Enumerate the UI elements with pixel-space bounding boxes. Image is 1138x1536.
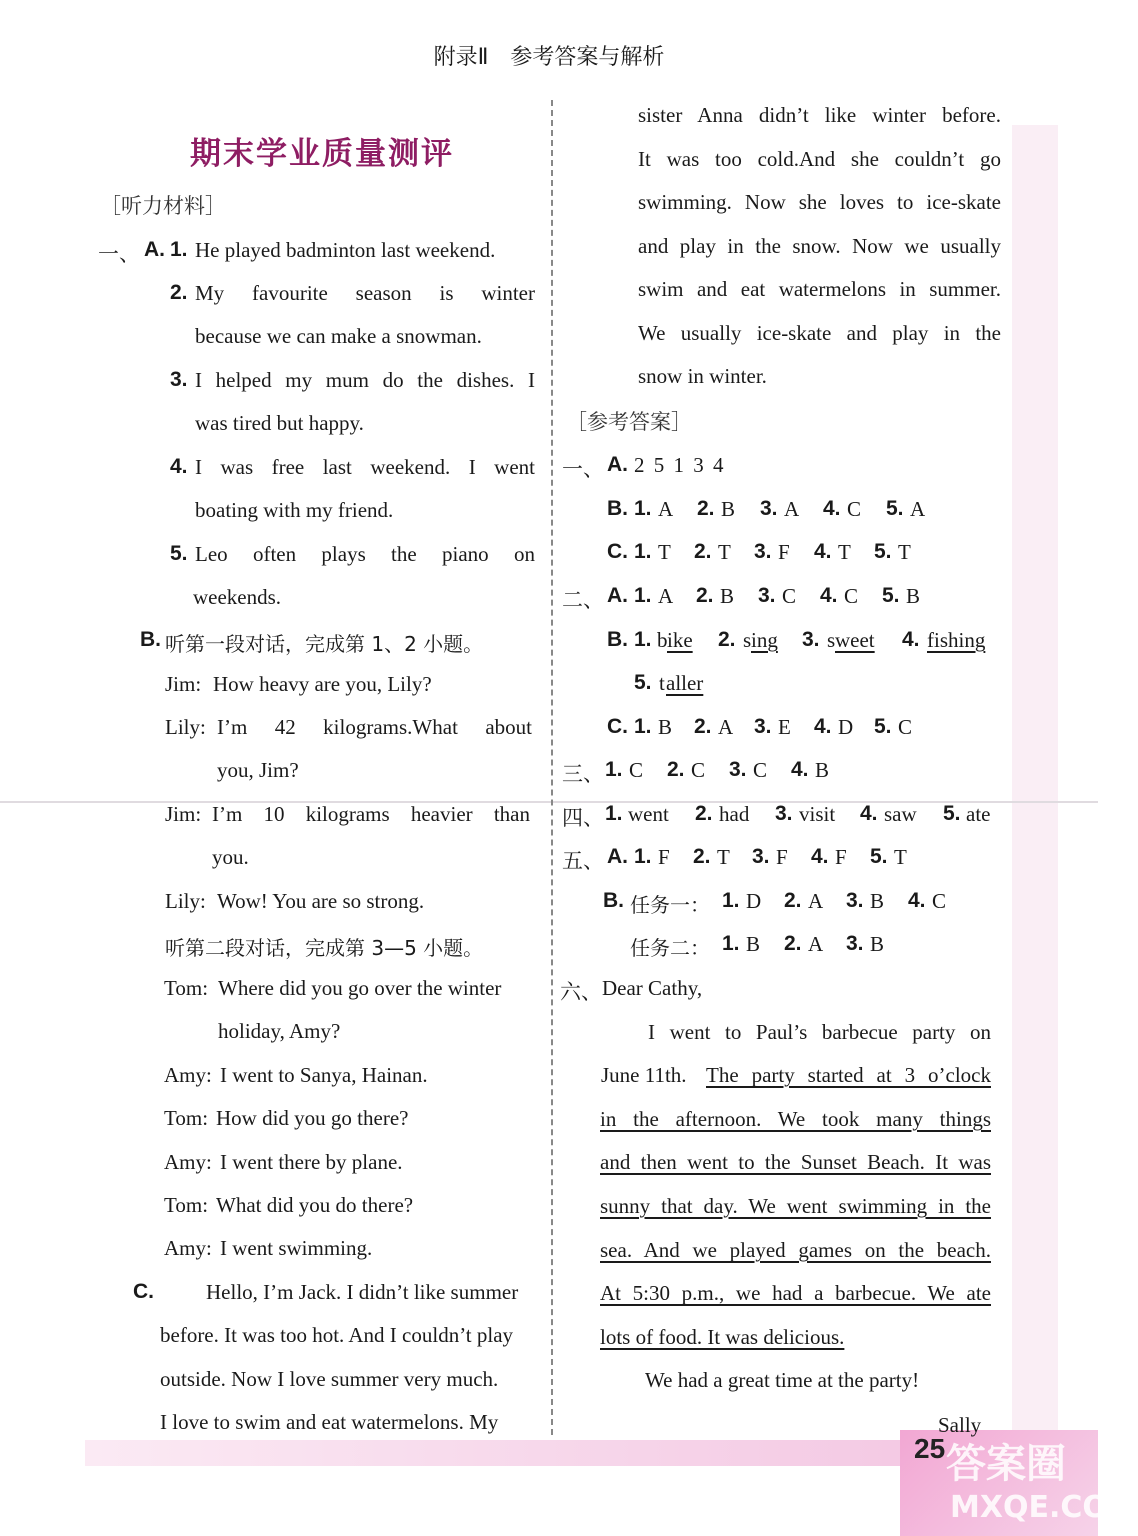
task-label: 任务一： <box>630 893 710 917</box>
speaker: Tom: <box>164 1193 209 1217</box>
answer-number: 1. <box>634 715 652 738</box>
answer-fill: ing <box>751 628 778 652</box>
speaker: Jim: <box>165 802 202 826</box>
part-label: A. <box>607 845 628 868</box>
part-b-label: B. <box>140 628 161 651</box>
answer-value: C <box>782 584 797 608</box>
answer-number: 5. <box>870 845 888 868</box>
part-label: A. <box>607 584 628 607</box>
answer-value: F <box>835 845 847 869</box>
letter-line-underlined: and then went to the Sunset Beach. It was <box>600 1150 991 1174</box>
answer-value: F <box>658 845 670 869</box>
answer-value: saw <box>884 802 917 826</box>
letter-greeting: Dear Cathy, <box>602 976 703 1000</box>
speaker: Tom: <box>164 976 209 1000</box>
part-label: B. <box>603 889 624 912</box>
answers-label: ［参考答案］ <box>566 410 692 434</box>
answer-number: 2. <box>693 845 711 868</box>
answer-value: ate <box>966 802 991 826</box>
passage-line: sister Anna didn’t like winter before. <box>638 103 1001 127</box>
answer-value: C <box>932 889 947 913</box>
answer-value: T <box>717 845 730 869</box>
answer-number: 2. <box>784 889 802 912</box>
dialog-line: Where did you go over the winter <box>218 976 502 1000</box>
answer-number: 1. <box>634 584 652 607</box>
answer-number: 2. <box>784 932 802 955</box>
passage-line: outside. Now I love summer very much. <box>160 1367 499 1391</box>
page-title: 期末学业质量测评 <box>190 136 454 172</box>
letter-line-underlined: sea. And we played games on the beach. <box>600 1238 991 1262</box>
dialog-line: How did you go there? <box>216 1106 409 1130</box>
passage-line: We usually ice-skate and play in the <box>638 321 1001 345</box>
answer-value: B <box>721 497 736 521</box>
answer-number: 4. <box>820 584 838 607</box>
answer-number: 1. <box>634 845 652 868</box>
letter-closing: We had a great time at the party! <box>645 1368 920 1392</box>
letter-line-underlined: sunny that day. We went swimming in the <box>600 1194 991 1218</box>
answer-number: 2. <box>667 758 685 781</box>
column-divider <box>551 100 553 1435</box>
answer-number: 4. <box>814 540 832 563</box>
item-text: He played badminton last weekend. <box>195 238 496 262</box>
speaker: Jim: <box>165 672 202 696</box>
answer-value: T <box>898 540 911 564</box>
page-edge-band <box>1012 125 1058 1470</box>
answer-value: F <box>776 845 788 869</box>
speaker: Lily: <box>165 889 206 913</box>
section-marker: 三、 <box>562 762 604 786</box>
answer-number: 1. <box>634 497 652 520</box>
answer-number: 3. <box>760 497 778 520</box>
passage-line: snow in winter. <box>638 364 767 388</box>
answer-value: went <box>628 802 669 826</box>
answer-number: 3. <box>775 802 793 825</box>
answer-value: C <box>691 758 706 782</box>
answer-value: D <box>838 715 854 739</box>
answer-number: 2. <box>697 497 715 520</box>
section-marker: 六、 <box>560 980 602 1004</box>
part-label: A. <box>607 453 628 476</box>
answer-number: 4. <box>811 845 829 868</box>
page-number: 25 <box>914 1433 946 1464</box>
item-text: was tired but happy. <box>195 411 364 435</box>
answer-prefix: s <box>827 628 836 652</box>
answer-number: 3. <box>758 584 776 607</box>
watermark-url: MXQE.COM <box>950 1490 1138 1525</box>
item-text: My favourite season is winter <box>195 281 535 305</box>
passage-line: Hello, I’m Jack. I didn’t like summer <box>206 1280 519 1304</box>
passage-line: swimming. Now she loves to ice-skate <box>638 190 1001 214</box>
passage-line: and play in the snow. Now we usually <box>638 234 1001 258</box>
speaker: Amy: <box>164 1236 212 1260</box>
letter-line-underlined: The party started at 3 o’clock <box>706 1063 991 1087</box>
answer-number: 3. <box>846 932 864 955</box>
answer-number: 4. <box>823 497 841 520</box>
section-1-marker: 一、 <box>98 242 140 266</box>
dialog-line: you, Jim? <box>217 758 299 782</box>
answer-fill: weet <box>835 628 875 652</box>
letter-line-underlined: At 5:30 p.m., we had a barbecue. We ate <box>600 1281 991 1305</box>
answer-value: A <box>910 497 926 521</box>
answer-number: 4. <box>860 802 878 825</box>
item-number: 1. <box>170 238 188 261</box>
part-label: C. <box>607 540 628 563</box>
answer-value: A <box>808 932 824 956</box>
instruction: 听第一段对话，完成第 1、2 小题。 <box>165 632 484 656</box>
item-text: Leo often plays the piano on <box>195 542 535 566</box>
speaker: Amy: <box>164 1150 212 1174</box>
answer-value: C <box>753 758 768 782</box>
dialog-line: I went there by plane. <box>220 1150 403 1174</box>
answer-number: 2. <box>696 584 714 607</box>
item-number: 4. <box>170 455 188 478</box>
answer-number: 2. <box>694 540 712 563</box>
section-marker: 一、 <box>562 457 604 481</box>
answer-number: 3. <box>846 889 864 912</box>
item-text: weekends. <box>193 585 282 609</box>
part-c-label: C. <box>133 1280 154 1303</box>
answer-number: 5. <box>874 715 892 738</box>
answer-value: B <box>870 932 885 956</box>
answer-number: 4. <box>791 758 809 781</box>
answer-value: A <box>658 497 674 521</box>
answer-value: visit <box>799 802 836 826</box>
answer-value: A <box>718 715 734 739</box>
answer-value: E <box>778 715 791 739</box>
item-text: I was free last weekend. I went <box>195 455 535 479</box>
answer-value: B <box>815 758 830 782</box>
answer-number: 3. <box>752 845 770 868</box>
answer-number: 3. <box>754 540 772 563</box>
answer-value: T <box>838 540 851 564</box>
answer-number: 4. <box>902 628 920 651</box>
instruction: 听第二段对话，完成第 3—5 小题。 <box>165 936 484 960</box>
watermark-logo: 答案圈 <box>946 1441 1066 1487</box>
answer-number: 1. <box>605 802 623 825</box>
answer-value: B <box>720 584 735 608</box>
answer-number: 4. <box>814 715 832 738</box>
letter-signature: Sally <box>938 1413 982 1437</box>
answer-number: 5. <box>886 497 904 520</box>
answer-number: 5. <box>882 584 900 607</box>
answer-prefix: t <box>659 671 665 695</box>
item-number: 5. <box>170 542 188 565</box>
letter-line: I went to Paul’s barbecue party on <box>648 1020 991 1044</box>
part-a-label: A. <box>144 238 165 261</box>
answer-fill: ike <box>667 628 693 652</box>
dialog-line: What did you do there? <box>216 1193 414 1217</box>
answer-value: B <box>906 584 921 608</box>
part-label: B. <box>607 497 628 520</box>
dialog-line: How heavy are you, Lily? <box>213 672 432 696</box>
part-label: B. <box>607 628 628 651</box>
answer-prefix: b <box>657 628 668 652</box>
answer-number: 2. <box>695 802 713 825</box>
dialog-line: you. <box>212 845 249 869</box>
answer-number: 1. <box>605 758 623 781</box>
footer-band <box>85 1440 998 1466</box>
answer-value: C <box>844 584 859 608</box>
answer-value: B <box>658 715 673 739</box>
answer-sequence: 2 5 1 3 4 <box>634 453 724 477</box>
answer-number: 1. <box>722 889 740 912</box>
answer-value: A <box>784 497 800 521</box>
item-text: because we can make a snowman. <box>195 324 482 348</box>
answer-number: 2. <box>694 715 712 738</box>
section-marker: 五、 <box>562 849 604 873</box>
answer-fill: fishing <box>927 628 986 652</box>
item-number: 2. <box>170 281 188 304</box>
answer-number: 4. <box>908 889 926 912</box>
dialog-line: I went swimming. <box>220 1236 373 1260</box>
answer-value: B <box>870 889 885 913</box>
item-number: 3. <box>170 368 188 391</box>
task-label: 任务二： <box>630 936 710 960</box>
dialog-line: Wow! You are so strong. <box>217 889 425 913</box>
dialog-line: I went to Sanya, Hainan. <box>220 1063 428 1087</box>
dialog-line: I’m 10 kilograms heavier than <box>212 802 530 826</box>
answer-number: 1. <box>722 932 740 955</box>
passage-line: before. It was too hot. And I couldn’t play <box>160 1323 514 1347</box>
answer-number: 3. <box>729 758 747 781</box>
listening-label: ［听力材料］ <box>100 194 226 218</box>
answer-prefix: s <box>743 628 752 652</box>
dialog-line: holiday, Amy? <box>218 1019 341 1043</box>
answer-fill: aller <box>666 671 704 695</box>
letter-line: June 11th. <box>601 1063 687 1087</box>
letter-line-underlined: lots of food. It was delicious. <box>600 1325 845 1349</box>
answer-value: C <box>898 715 913 739</box>
answer-value: T <box>658 540 671 564</box>
part-label: C. <box>607 715 628 738</box>
answer-number: 3. <box>754 715 772 738</box>
answer-number: 2. <box>718 628 736 651</box>
answer-number: 5. <box>874 540 892 563</box>
dialog-line: I’m 42 kilograms.What about <box>217 715 532 739</box>
passage-line: It was too cold.And she couldn’t go <box>638 147 1001 171</box>
speaker: Tom: <box>164 1106 209 1130</box>
passage-line: I love to swim and eat watermelons. My <box>160 1410 499 1434</box>
answer-value: D <box>746 889 762 913</box>
running-header: 附录Ⅱ 参考答案与解析 <box>433 45 665 70</box>
letter-line-underlined: in the afternoon. We took many things <box>600 1107 991 1131</box>
answer-value: C <box>847 497 862 521</box>
answer-value: A <box>658 584 674 608</box>
answer-value: C <box>629 758 644 782</box>
passage-line: swim and eat watermelons in summer. <box>638 277 1001 301</box>
answer-number: 1. <box>634 628 652 651</box>
answer-number: 5. <box>634 671 652 694</box>
answer-number: 3. <box>802 628 820 651</box>
speaker: Lily: <box>165 715 206 739</box>
answer-value: A <box>808 889 824 913</box>
answer-value: F <box>778 540 790 564</box>
item-text: boating with my friend. <box>195 498 394 522</box>
item-text: I helped my mum do the dishes. I <box>195 368 535 392</box>
answer-number: 1. <box>634 540 652 563</box>
answer-value: B <box>746 932 761 956</box>
answer-value: T <box>894 845 907 869</box>
answer-value: had <box>719 802 750 826</box>
answer-value: T <box>718 540 731 564</box>
answer-number: 5. <box>943 802 961 825</box>
speaker: Amy: <box>164 1063 212 1087</box>
section-marker: 四、 <box>562 806 604 830</box>
section-marker: 二、 <box>562 588 604 612</box>
